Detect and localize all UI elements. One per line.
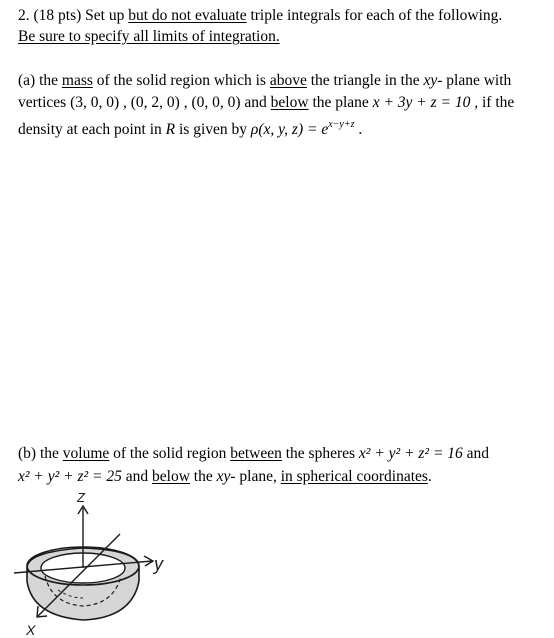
spherical-coordinates-phrase: in spherical coordinates [280,468,428,485]
shell-sketch [0,486,200,638]
part-b-text-5: - plane, [230,468,277,485]
part-a-line-1 [18,72,511,90]
part-b-text-3: and [125,468,149,485]
given-by-text: is given by [179,121,248,138]
density-text: density at each point in [18,121,162,138]
if-the-text: if the [482,94,515,111]
mass-word: mass [61,72,93,89]
not-evaluate-emphasis: but do not evaluate [128,7,247,24]
volume-word: volume [62,445,110,462]
the-plane-text: the plane [312,94,369,111]
part-b-line-2 [18,468,432,486]
below-word: below [270,94,309,111]
xy-symbol-b: xy [216,468,231,485]
part-a-period: . [354,121,363,138]
below-word-b: below [152,468,190,485]
z-axis-label: Z [77,490,85,505]
part-a-text-3: - plane with [437,72,512,89]
part-a-prefix: (a) the [18,72,59,89]
limits-instruction-text: Be sure to specify all limits of integration. [18,28,280,45]
region-R: R [165,121,176,138]
y-axis-label: y [154,554,163,574]
part-a-line-2 [18,94,514,112]
part-a-text-1: of the solid region which is [96,72,266,89]
exponent: x−y+z [328,118,355,130]
header-rest: triple integrals for each of the following. [250,7,503,24]
part-b-text-1: of the solid region [113,445,227,462]
xy-symbol: xy [423,72,438,89]
part-a-line-3 [18,118,363,139]
exp-base: e [321,121,329,138]
problem-number: 2. (18 pts) Set up [18,7,125,24]
sphere-1-equation: x² + y² + z² = 16 [358,445,463,462]
limits-instruction [18,28,280,46]
plane-equation: x + 3y + z = 10 , [372,94,479,111]
part-b-text-2: the spheres [285,445,356,462]
part-b-prefix: (b) the [18,445,59,462]
problem-header [18,7,502,25]
part-a-text-2: the triangle in the [310,72,420,89]
x-axis-label: X [26,622,36,638]
sphere-2-equation: x² + y² + z² = 25 [18,468,122,485]
between-word: between [230,445,282,462]
density-lhs: ρ(x, y, z) = [250,121,318,138]
part-b-text-4: the [193,468,213,485]
part-b-period: . [427,468,432,485]
part-b-line-1 [18,445,489,463]
and-word: and [466,445,490,462]
vertices-text: vertices (3, 0, 0) , (0, 2, 0) , (0, 0, 0) and [18,94,267,111]
above-word: above [269,72,307,89]
